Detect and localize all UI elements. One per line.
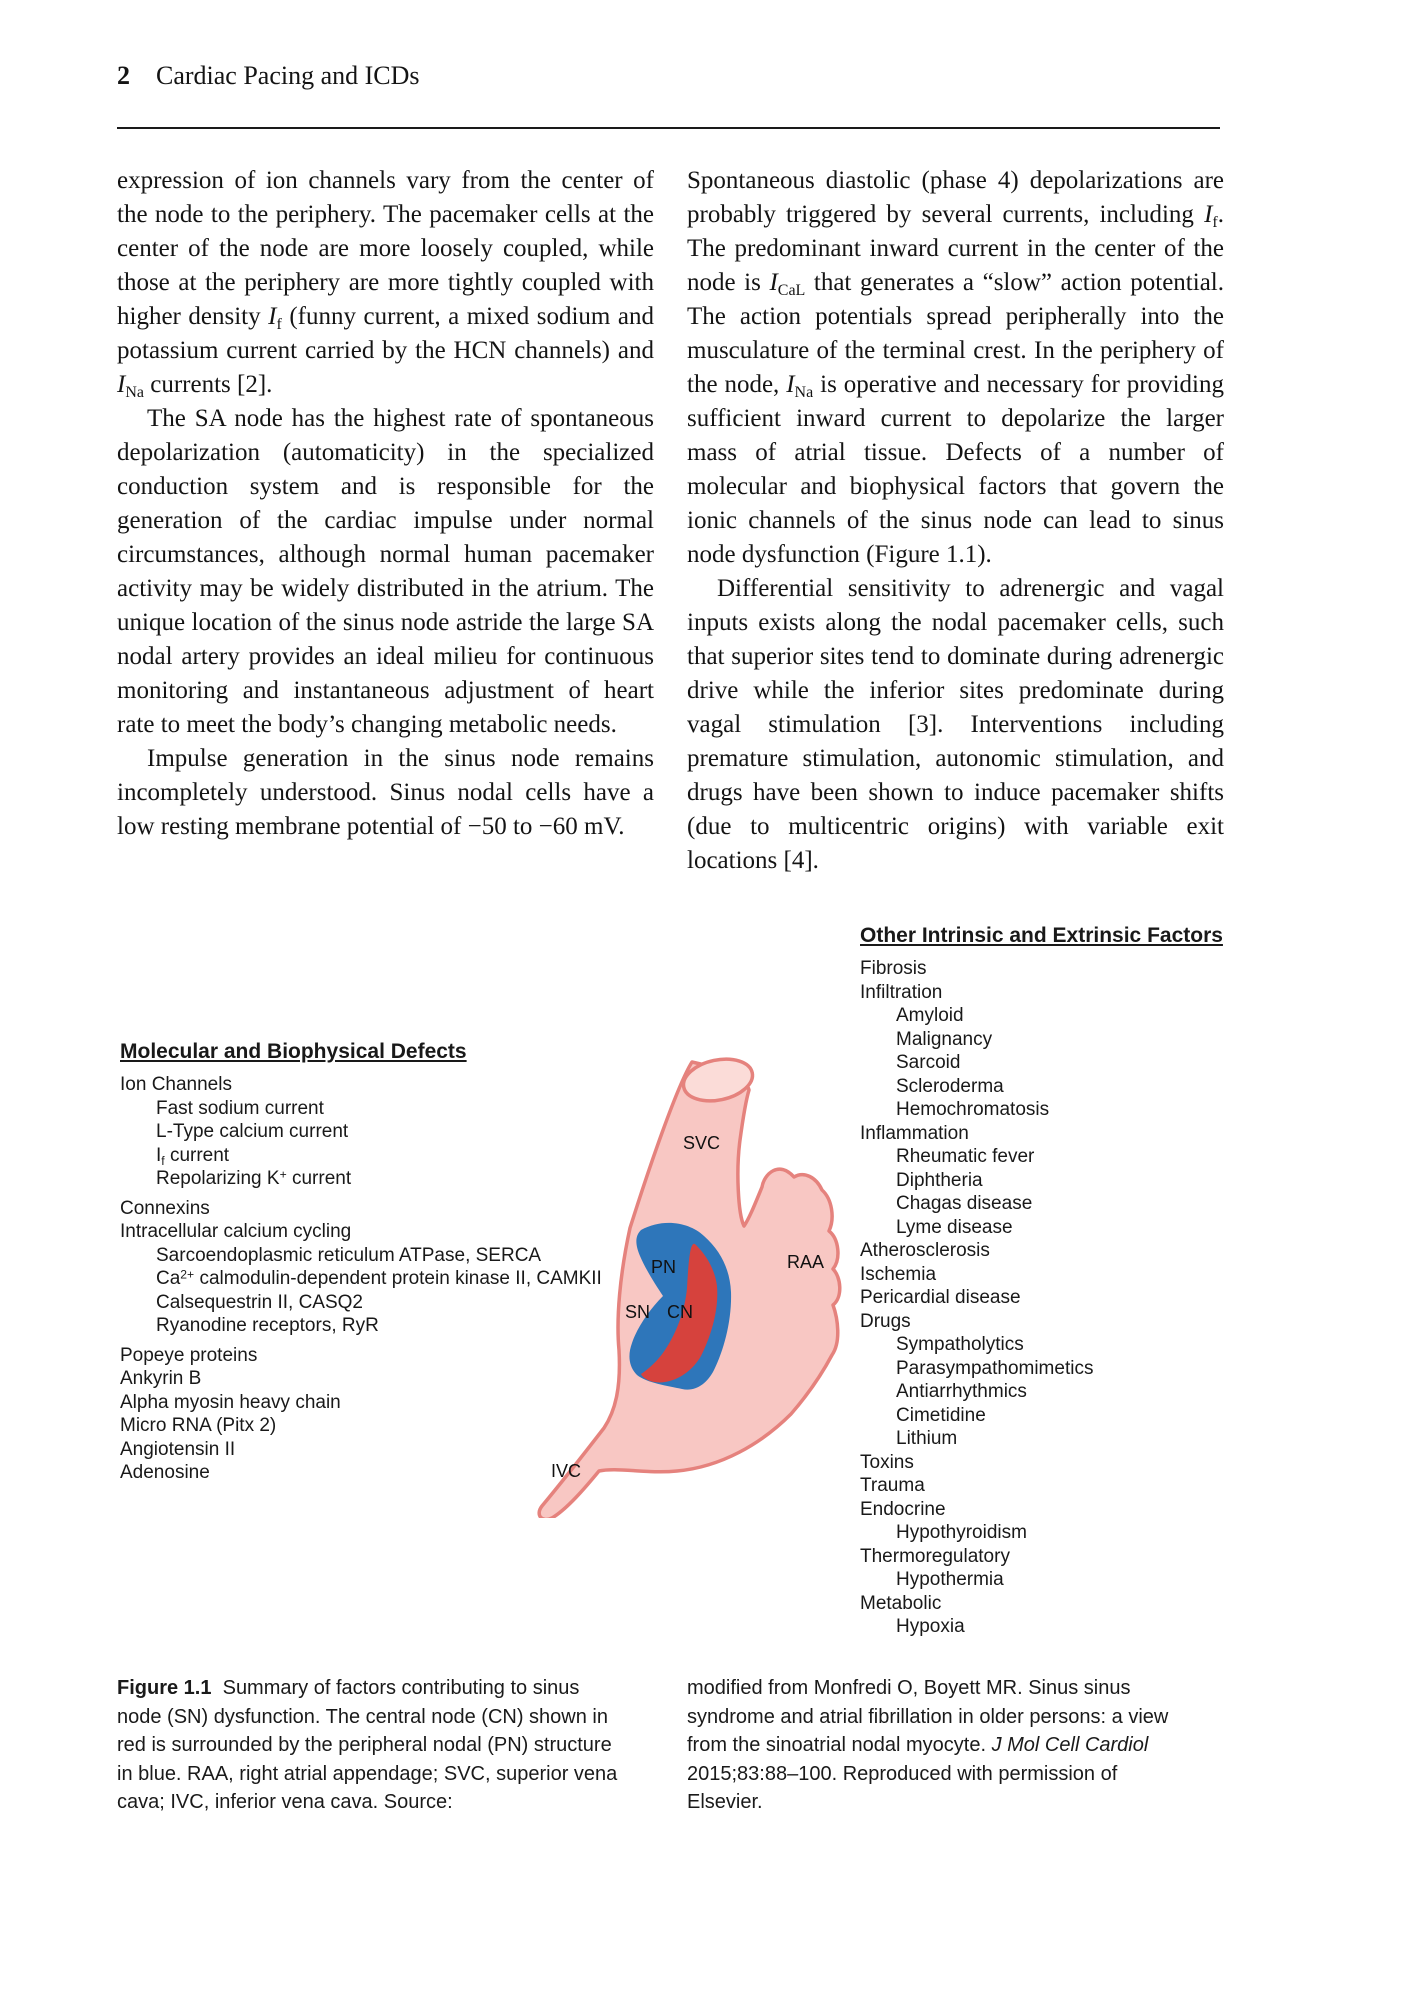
list-item: Endocrine [860, 1498, 946, 1520]
page-header [117, 61, 420, 91]
header-rule [117, 127, 1220, 129]
list-item: Ion Channels [120, 1074, 232, 1095]
list-item: Pericardial disease [860, 1287, 1021, 1308]
paragraph: Spontaneous diastolic (phase 4) depolarizations are probably triggered by several currents, including $I_f$. The predominant inward current in the center of the node is $I_{CaL}$ that generates a “slow” action potential. The action potentials spread peripherally into the musculature of the terminal crest. In the periphery of the node, $I_{Na}$ is operative and necessary for providing sufficient inward current to depolarize the larger mass of atrial tissue. Defects of a number of molecular and biophysical factors that govern the ionic channels of the sinus node can lead to sinus node dysfunction (Figure 1.1). [687, 167, 1224, 568]
list-item: Malignancy [896, 1028, 993, 1050]
list-item: Popeye proteins [120, 1344, 258, 1366]
list-item: $Ca^{2+}$ calmodulin-dependent protein kinase II, CAMKII [156, 1267, 602, 1289]
svc-label: SVC [683, 1133, 721, 1153]
figure-caption-left: Figure 1.1 Summary of factors contributing to sinus node (SN) dysfunction. The central node (CN) shown in red is surrounded by the peripheral nodal (PN) structure in blue. RAA, right atrial appendage; SVC, superior vena cava; IVC, inferior vena cava. Source: [117, 1677, 618, 1813]
body-right-column [687, 164, 1224, 878]
list-item: Sarcoendoplasmic reticulum ATPase, SERCA [156, 1244, 542, 1266]
list-item: Toxins [860, 1451, 914, 1473]
body-left-column [117, 164, 654, 844]
list-item: Fibrosis [860, 958, 927, 979]
sn-label: SN [625, 1302, 651, 1322]
list-item: Lithium [896, 1428, 958, 1449]
list-item: Hypothermia [896, 1569, 1004, 1590]
paragraph: Impulse generation in the sinus node remains incompletely understood. Sinus nodal cells have a low resting membrane potential of −50 to −60 mV. [117, 745, 654, 840]
molecular-defects-heading: Molecular and Biophysical Defects [120, 1040, 467, 1063]
list-item: Alpha myosin heavy chain [120, 1391, 341, 1413]
raa-label: RAA [787, 1252, 825, 1272]
intrinsic-extrinsic-factors-heading: Other Intrinsic and Extrinsic Factors [860, 924, 1223, 947]
list-item: Intracellular calcium cycling [120, 1221, 352, 1242]
list-item: Atherosclerosis [860, 1240, 990, 1261]
list-item: Sympatholytics [896, 1334, 1024, 1355]
list-item: Drugs [860, 1310, 911, 1332]
list-item: Chagas disease [896, 1193, 1033, 1214]
pn-label: PN [651, 1257, 677, 1277]
paragraph: The SA node has the highest rate of spontaneous depolarization (automaticity) in the specialized conduction system and is responsible for the generation of the cardiac impulse under normal circumstances, although normal human pacemaker activity may be widely distributed in the atrium. The unique location of the sinus node astride the large SA nodal artery provides an ideal milieu for continuous monitoring and instantaneous adjustment of heart rate to meet the body’s changing metabolic needs. [117, 405, 654, 738]
list-item: Parasympathomimetics [896, 1357, 1094, 1379]
list-item: Trauma [860, 1475, 925, 1496]
list-item: Ryanodine receptors, RyR [156, 1315, 379, 1336]
list-item: Hypothyroidism [896, 1522, 1027, 1543]
list-item: Repolarizing K+ current [156, 1167, 352, 1189]
list-item: Hemochromatosis [896, 1099, 1050, 1120]
page-number: 2 [117, 61, 130, 90]
list-item: Connexins [120, 1197, 210, 1219]
sinus-node-illustration [525, 1018, 865, 1518]
paragraph: Differential sensitivity to adrenergic and vagal inputs exists along the nodal pacemaker cells, such that superior sites tend to dominate during adrenergic drive while the inferior sites predominate during vagal stimulation [3]. Interventions including premature stimulation, autonomic stimulation, and drugs have been shown to induce pacemaker shifts (due to multicentric origins) with variable exit locations [4]. [687, 575, 1224, 874]
list-item: Metabolic [860, 1592, 942, 1614]
list-item: Diphtheria [896, 1169, 983, 1191]
figure-caption-right: modified from Monfredi O, Boyett MR. Sinus sinus syndrome and atrial fibrillation in older persons: a view from the sinoatrial nodal myocyte. J Mol Cell Cardiol 2015;83:88–100. Reproduced with permission of Elsevier. [687, 1677, 1169, 1813]
list-item: Thermoregulatory [860, 1545, 1010, 1567]
list-item: Antiarrhythmics [896, 1381, 1027, 1402]
list-item: Scleroderma [896, 1075, 1004, 1097]
intrinsic-extrinsic-factors-items [860, 957, 1223, 1639]
list-item: Ankyrin B [120, 1368, 202, 1389]
cn-label: CN [667, 1302, 693, 1322]
paragraph: expression of ion channels vary from the center of the node to the periphery. The pacemaker cells at the center of the node are more loosely coupled, while those at the periphery are more tightly coupled with higher density $I_f$ (funny current, a mixed sodium and potassium current carried by the HCN channels) and $I_{Na}$ currents [2]. [117, 167, 654, 402]
list-item: Rheumatic fever [896, 1146, 1035, 1167]
list-item: Lyme disease [896, 1216, 1013, 1238]
list-item: Hypoxia [896, 1616, 965, 1637]
intrinsic-extrinsic-factors-list [860, 924, 1223, 1639]
running-title: Cardiac Pacing and ICDs [156, 61, 420, 90]
list-item: Infiltration [860, 981, 943, 1003]
list-item: Angiotensin II [120, 1438, 236, 1460]
list-item: L-Type calcium current [156, 1121, 349, 1142]
ivc-label: IVC [551, 1461, 582, 1481]
list-item: $I_f$ current [156, 1144, 230, 1168]
list-item: Calsequestrin II, CASQ2 [156, 1291, 363, 1313]
list-item: Adenosine [120, 1462, 210, 1483]
list-item: Ischemia [860, 1263, 937, 1285]
list-item: Sarcoid [896, 1052, 961, 1073]
list-item: Inflammation [860, 1122, 969, 1144]
list-item: Amyloid [896, 1005, 964, 1026]
list-item: Fast sodium current [156, 1097, 324, 1119]
list-item: Micro RNA (Pitx 2) [120, 1415, 277, 1436]
list-item: Cimetidine [896, 1404, 986, 1426]
